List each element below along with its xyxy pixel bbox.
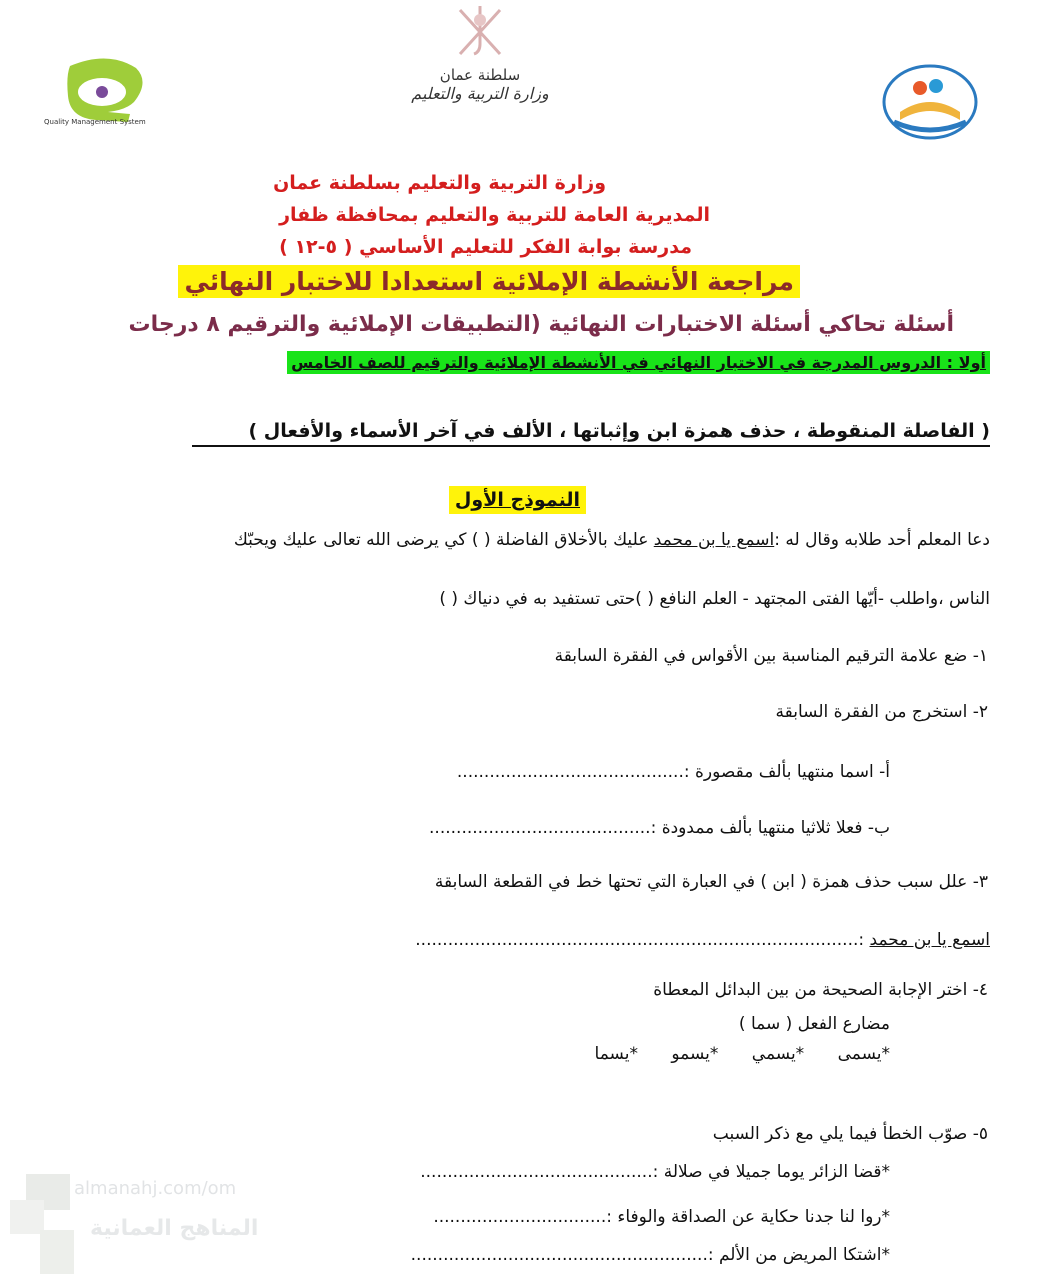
ministry-logo-line1: سلطنة عمان	[439, 66, 521, 84]
question-3: ٣- علل سبب حذف همزة ( ابن ) في العبارة التي تحتها خط في القطعة السابقة	[434, 872, 988, 892]
watermark	[10, 1170, 259, 1280]
ministry-logo-line2: وزارة التربية والتعليم	[411, 84, 549, 103]
question-2a: أ- اسما منتهيا بألف مقصورة :..........................................	[456, 762, 890, 782]
question-1: ١- ضع علامة الترقيم المناسبة بين الأقواس في الفقرة السابقة	[554, 646, 988, 666]
question-3-answer-line	[415, 930, 990, 950]
qms-logo-caption: Quality Management System	[44, 118, 146, 126]
section-first-heading: أولا : الدروس المدرجة في الاختبار النهائي في الأنشطة الإملائية والترقيم للصف الخامس	[287, 351, 990, 374]
question-5a: *قضا الزائر يوما جميلا في صلالة :...........................................	[420, 1162, 890, 1182]
option-4: *يسما	[594, 1044, 638, 1064]
question-5: ٥- صوّب الخطأ فيما يلي مع ذكر السبب	[712, 1124, 988, 1144]
question-2b: ب- فعلا ثلاثيا منتهيا بألف ممدودة :.........................................	[429, 818, 890, 838]
header-ministry: وزارة التربية والتعليم بسلطنة عمان	[273, 172, 606, 194]
paragraph-line-2: الناس ،واطلب -أيّها الفتى المجتهد - العلم النافع ( )حتى تستفيد به في دنياك ( )	[439, 589, 990, 609]
header-directorate: المديرية العامة للتربية والتعليم بمحافظة ظفار	[279, 204, 710, 226]
option-2: *يسمي	[751, 1044, 805, 1064]
watermark-url: almanahj.com/om	[74, 1178, 237, 1199]
watermark-text: المناهج العمانية	[90, 1216, 259, 1241]
underlined-phrase: اسمع يا بن محمد	[653, 530, 775, 550]
question-3-phrase: اسمع يا بن محمد	[869, 930, 990, 950]
paragraph-part-b: عليك بالأخلاق الفاضلة ( ) كي يرضى الله تعالى عليك ويحبّك	[233, 530, 654, 550]
page-subtitle: أسئلة تحاكي أسئلة الاختبارات النهائية (التطبيقات الإملائية والترقيم ٨ درجات	[128, 312, 954, 337]
quality-management-logo	[30, 52, 190, 138]
question-2: ٢- استخرج من الفقرة السابقة	[775, 702, 988, 722]
question-3-dots: :..................................................................................	[415, 930, 870, 950]
question-5b: *روا لنا جدنا حكاية عن الصداقة والوفاء :................................	[433, 1207, 890, 1227]
header-school: مدرسة بوابة الفكر للتعليم الأساسي ( ٥-١٢ )	[279, 236, 692, 258]
paragraph-line-1	[234, 530, 990, 550]
school-logo	[880, 62, 980, 142]
option-3: *يسمو	[671, 1044, 719, 1064]
ministry-emblem	[400, 0, 560, 128]
question-4-prompt: مضارع الفعل ( سما )	[738, 1014, 890, 1034]
model-title: النموذج الأول	[449, 486, 586, 514]
question-4-options	[567, 1044, 890, 1064]
page-title: مراجعة الأنشطة الإملائية استعدادا للاختبار النهائي	[178, 265, 800, 298]
option-1: *يسمى	[837, 1044, 890, 1064]
question-4: ٤- اختر الإجابة الصحيحة من بين البدائل المعطاة	[653, 980, 988, 1000]
lessons-list: ( الفاصلة المنقوطة ، حذف همزة ابن وإثباتها ، الألف في آخر الأسماء والأفعال )	[192, 420, 990, 447]
paragraph-part-a: دعا المعلم أحد طلابه وقال له :	[774, 530, 990, 550]
question-5c: *اشتكا المريض من الألم :.......................................................	[410, 1245, 890, 1265]
